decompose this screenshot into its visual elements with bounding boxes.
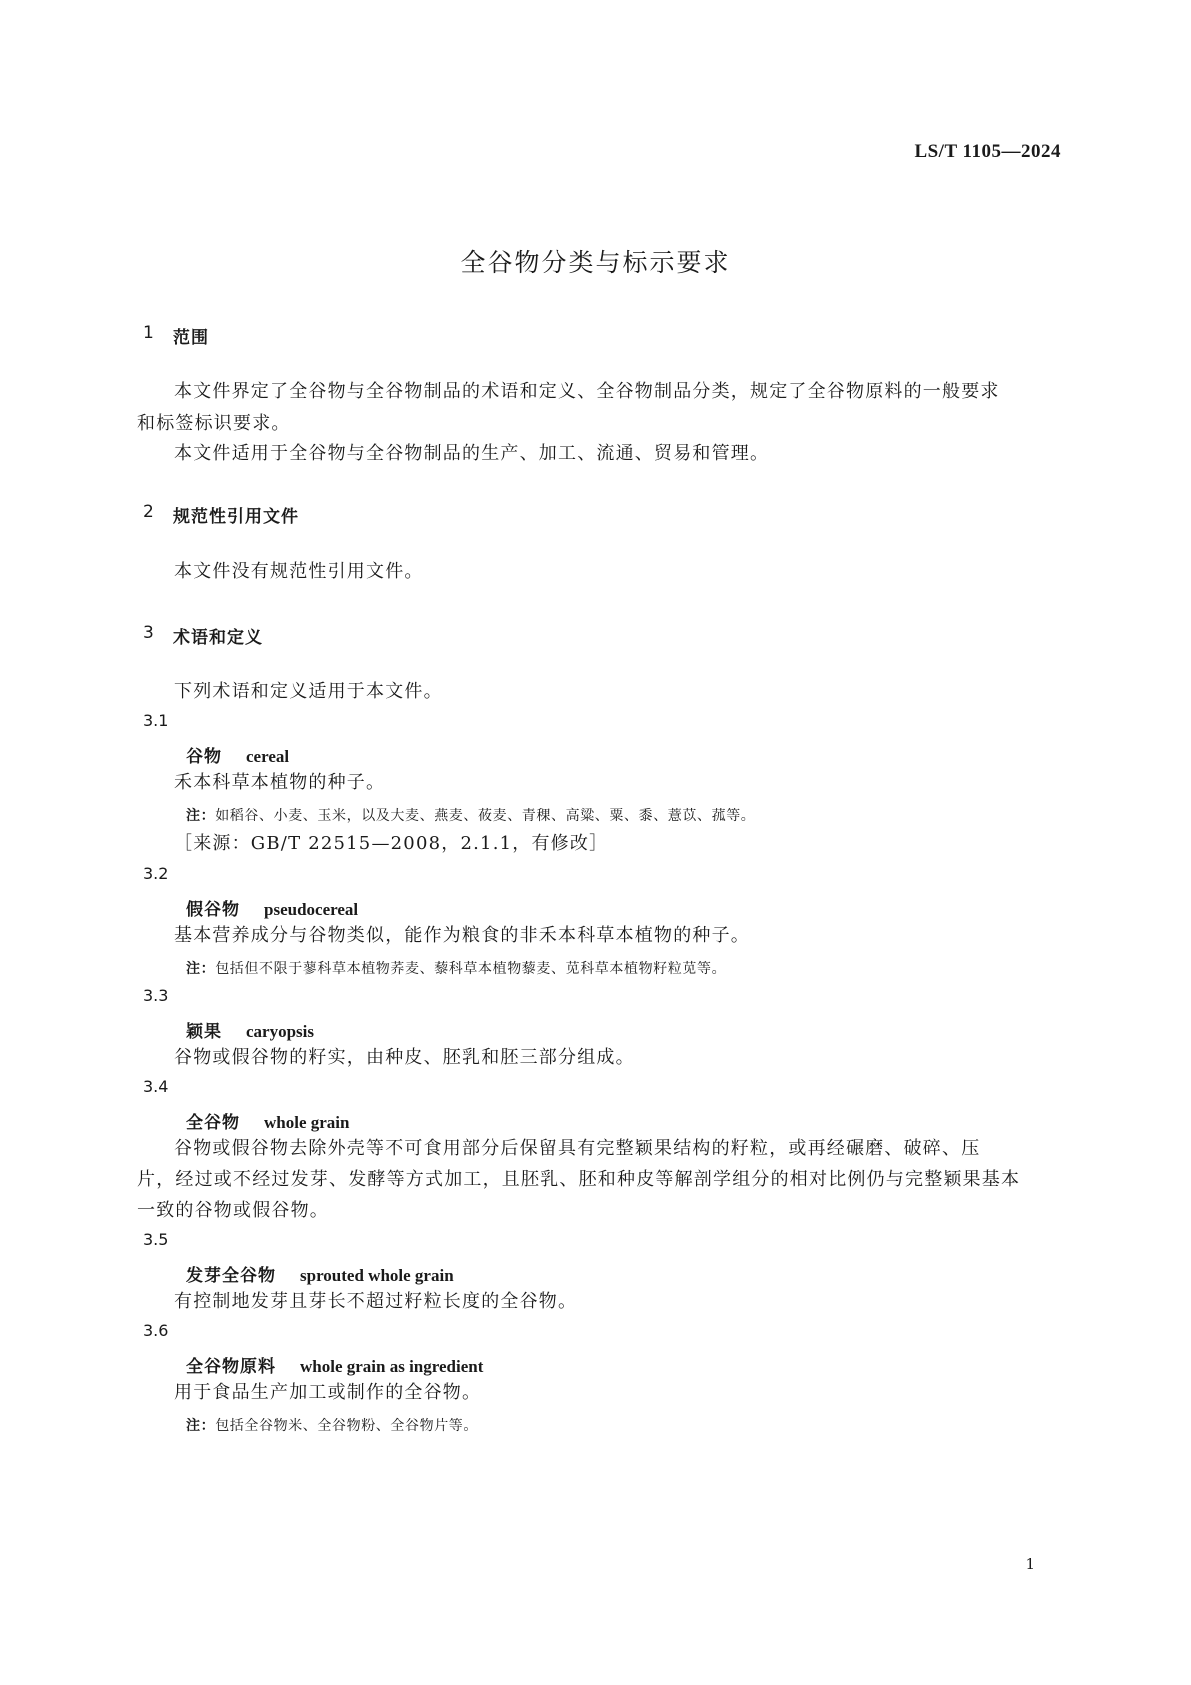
page-number: 1 [1025,1555,1035,1573]
source-reference: ［来源：GB/T 22515—2008，2.1.1，有修改］ [174,833,609,854]
term-heading [186,1352,483,1377]
term-heading [186,1261,454,1286]
term-heading [186,742,289,767]
term-heading [186,895,358,920]
term-definition-continuation: 一致的谷物或假谷物。 [137,1200,329,1221]
paragraph-continuation: 和标签标识要求。 [137,413,291,434]
section-number: 1 [143,323,154,343]
section-number: 3 [143,623,154,643]
paragraph: 下列术语和定义适用于本文件。 [174,681,443,702]
note-label: 注： [186,961,216,977]
term-number: 3.2 [143,864,169,883]
section-title: 规范性引用文件 [173,507,299,527]
term-en: sprouted whole grain [300,1266,454,1285]
note-label: 注： [186,808,216,824]
term-heading [186,1108,349,1133]
document-title: 全谷物分类与标示要求 [460,248,731,277]
paragraph: 本文件界定了全谷物与全谷物制品的术语和定义、全谷物制品分类，规定了全谷物原料的一般要求 [174,381,1000,402]
term-definition: 谷物或假谷物去除外壳等不可食用部分后保留具有完整颖果结构的籽粒，或再经碾磨、破碎、压 [174,1138,981,1159]
term-number: 3.6 [143,1321,169,1340]
document-code: LS/T 1105—2024 [914,141,1061,162]
term-zh: 假谷物 [186,900,240,920]
term-number: 3.3 [143,986,169,1005]
paragraph: 本文件适用于全谷物与全谷物制品的生产、加工、流通、贸易和管理。 [174,443,770,464]
term-number: 3.1 [143,711,169,730]
section-title: 范围 [173,328,209,348]
term-number: 3.5 [143,1230,169,1249]
term-definition: 禾本科草本植物的种子。 [174,772,386,793]
note-text: 如稻谷、小麦、玉米，以及大麦、燕麦、莜麦、青稞、高粱、粟、黍、薏苡、菰等。 [215,808,756,824]
section-title: 术语和定义 [173,628,263,648]
term-zh: 全谷物原料 [186,1357,276,1377]
term-zh: 颖果 [186,1022,222,1042]
note [186,1415,478,1435]
term-heading [186,1017,314,1042]
paragraph: 本文件没有规范性引用文件。 [174,561,424,582]
note-text: 包括但不限于蓼科草本植物荞麦、藜科草本植物藜麦、苋科草本植物籽粒苋等。 [215,961,727,977]
term-en: cereal [246,747,290,766]
term-definition: 基本营养成分与谷物类似，能作为粮食的非禾本科草本植物的种子。 [174,925,750,946]
term-definition: 谷物或假谷物的籽实，由种皮、胚乳和胚三部分组成。 [174,1047,635,1068]
term-definition: 用于食品生产加工或制作的全谷物。 [174,1382,482,1403]
note-label: 注： [186,1418,216,1434]
term-zh: 谷物 [186,747,222,767]
term-definition: 有控制地发芽且芽长不超过籽粒长度的全谷物。 [174,1291,578,1312]
term-en: whole grain as ingredient [300,1357,484,1376]
term-en: whole grain [264,1113,350,1132]
note-text: 包括全谷物米、全谷物粉、全谷物片等。 [215,1418,479,1434]
term-zh: 发芽全谷物 [186,1266,276,1286]
term-en: pseudocereal [264,900,359,919]
note [186,805,755,825]
section-number: 2 [143,502,154,522]
term-definition-continuation: 片，经过或不经过发芽、发酵等方式加工，且胚乳、胚和种皮等解剖学组分的相对比例仍与完整颖果基本 [137,1169,1021,1190]
term-zh: 全谷物 [186,1113,240,1133]
term-en: caryopsis [246,1022,314,1041]
term-number: 3.4 [143,1077,169,1096]
note [186,958,726,978]
